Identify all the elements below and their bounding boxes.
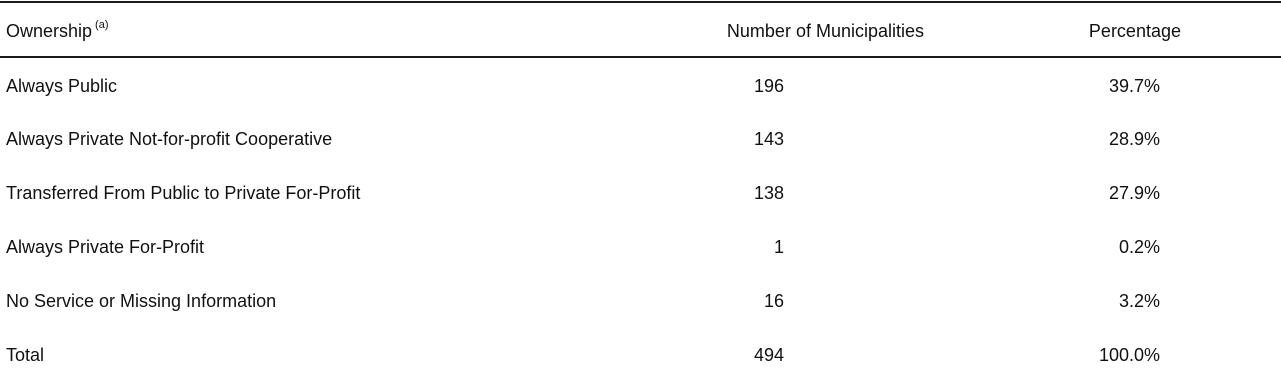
table-total-row [0, 340, 1281, 370]
ownership-cell: No Service or Missing Information [6, 291, 277, 311]
header-ownership-label: Ownership [6, 21, 93, 41]
header-number-of-municipalities: Number of Municipalities [726, 21, 924, 41]
percentage-cell: 0.2% [1118, 237, 1160, 257]
table-row [0, 286, 1281, 316]
table-header-row [0, 16, 1281, 46]
table-row [0, 71, 1281, 101]
number-cell: 196 [753, 76, 784, 96]
ownership-cell: Always Private Not-for-profit Cooperative [6, 129, 333, 149]
number-cell: 494 [753, 345, 784, 365]
ownership-cell: Always Public [6, 76, 118, 96]
table-header-rule [0, 56, 1281, 58]
header-percentage: Percentage [1088, 21, 1181, 41]
number-cell: 143 [753, 129, 784, 149]
percentage-cell: 27.9% [1108, 183, 1160, 203]
number-cell: 1 [773, 237, 784, 257]
percentage-cell: 39.7% [1108, 76, 1160, 96]
table-top-rule [0, 1, 1281, 3]
ownership-cell: Transferred From Public to Private For-Profit [6, 183, 361, 203]
percentage-cell: 100.0% [1098, 345, 1160, 365]
table-row [0, 124, 1281, 154]
table-row [0, 232, 1281, 262]
header-ownership [6, 16, 109, 46]
number-cell: 138 [753, 183, 784, 203]
number-cell: 16 [763, 291, 784, 311]
table-row [0, 178, 1281, 208]
percentage-cell: 28.9% [1108, 129, 1160, 149]
percentage-cell: 3.2% [1118, 291, 1160, 311]
footnote-marker: (a) [95, 19, 109, 31]
ownership-cell: Total [6, 345, 45, 365]
ownership-cell: Always Private For-Profit [6, 237, 205, 257]
